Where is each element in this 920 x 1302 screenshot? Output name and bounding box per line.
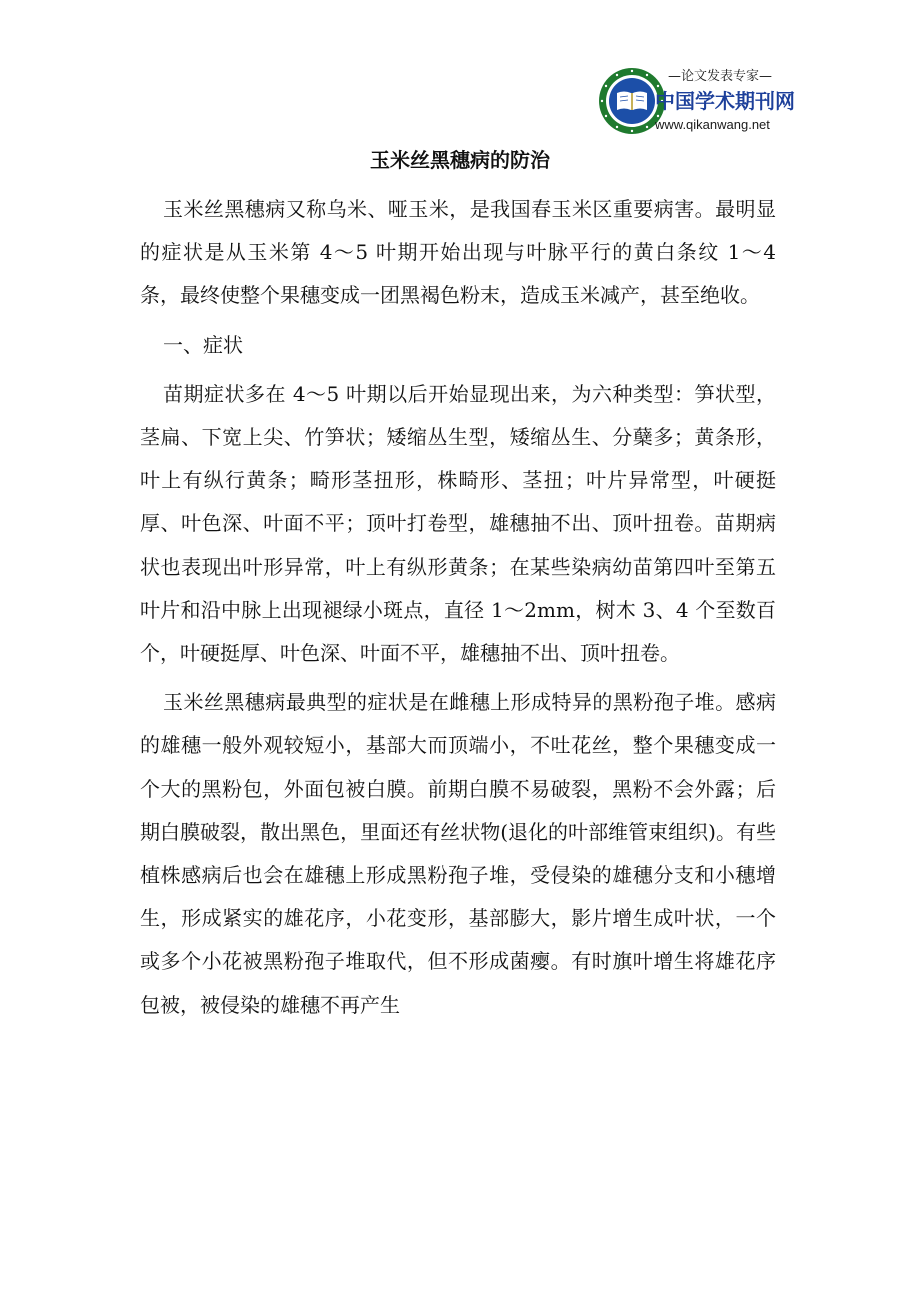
logo-site-name: 中国学术期刊网 bbox=[655, 89, 795, 113]
seedling-symptoms-paragraph: 苗期症状多在 4～5 叶期以后开始显现出来，为六种类型：笋状型，茎扁、下宽上尖、竹笋状；矮缩丛生型，矮缩丛生、分蘖多；黄条形，叶上有纵行黄条；畸形茎扭形，株畸形、茎扭；叶片异常型，叶硬挺厚、叶色深、叶面不平；顶叶打卷型，雄穗抽不出、顶叶扭卷。苗期病状也表现出叶形异常，叶上有纵形黄条；在某些染病幼苗第四叶至第五叶片和沿中脉上出现褪绿小斑点，直径 1～2mm，树木 3、4 个至数百个，叶硬挺厚、叶色深、叶面不平，雄穗抽不出、顶叶扭卷。 bbox=[140, 381, 776, 666]
article-title: 玉米丝黑穗病的防治 bbox=[370, 148, 550, 172]
site-logo bbox=[597, 66, 797, 140]
logo-url: www.qikanwang.net bbox=[655, 117, 770, 132]
typical-symptoms-paragraph: 玉米丝黑穗病最典型的症状是在雌穗上形成特异的黑粉孢子堆。感病的雄穗一般外观较短小，基部大而顶端小，不吐花丝，整个果穗变成一个大的黑粉包，外面包被白膜。前期白膜不易破裂，黑粉不会外露；后期白膜破裂，散出黑色，里面还有丝状物(退化的叶部维管束组织)。有些植株感病后也会在雄穗上形成黑粉孢子堆，受侵染的雄穗分支和小穗增生，形成紧实的雄花序，小花变形，基部膨大，影片增生成叶状，一个或多个小花被黑粉孢子堆取代，但不形成菌瘿。有时旗叶增生将雄花序包被，被侵染的雄穗不再产生 bbox=[140, 690, 776, 1017]
section-heading-symptoms: 一、症状 bbox=[163, 332, 243, 357]
article-body bbox=[140, 188, 776, 1033]
intro-paragraph: 玉米丝黑穗病又称乌米、哑玉米，是我国春玉米区重要病害。最明显的症状是从玉米第 4～5 叶期开始出现与叶脉平行的黄白条纹 1～4 条，最终使整个果穗变成一团黑褐色粉末，造成玉米减产，甚至绝收。 bbox=[140, 197, 776, 308]
logo-tagline: —论文发表专家— bbox=[667, 69, 772, 84]
